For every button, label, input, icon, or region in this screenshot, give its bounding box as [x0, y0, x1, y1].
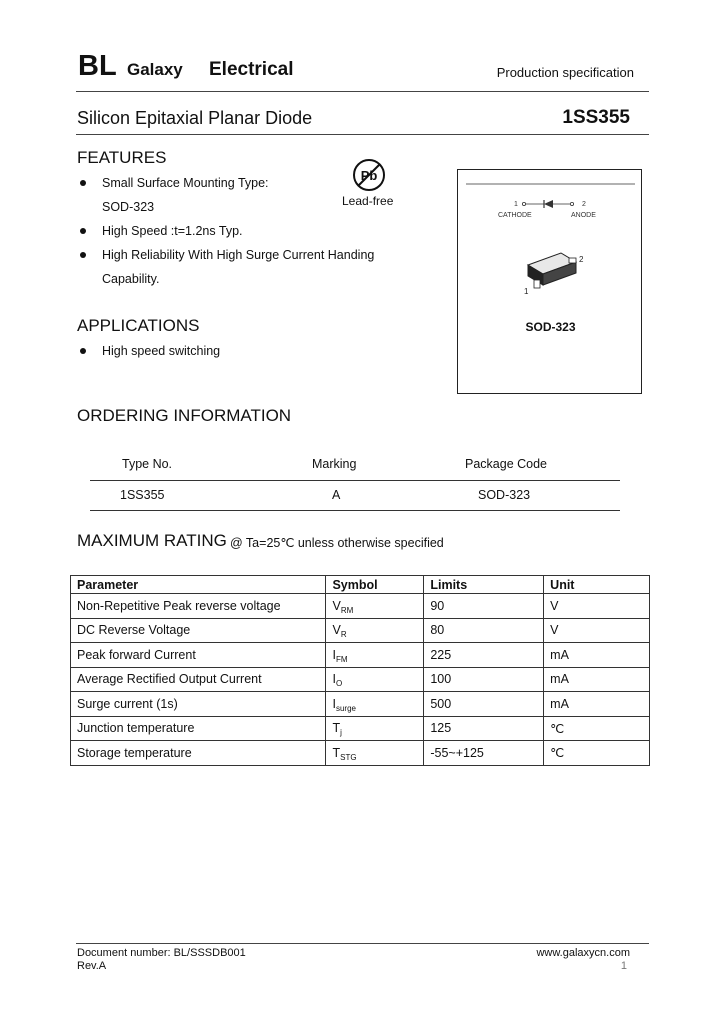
ordering-header-package: Package Code	[465, 457, 548, 471]
cell-unit: mA	[544, 667, 650, 692]
pb-symbol: Pb	[360, 168, 378, 183]
sod323-body-icon	[528, 253, 576, 288]
ordering-type-value: 1SS355	[120, 488, 165, 502]
ordering-package-value: SOD-323	[478, 488, 531, 502]
pin2-label: 2	[582, 201, 586, 208]
ordering-marking-value: A	[332, 488, 341, 502]
website-link[interactable]: www.galaxycn.com	[536, 947, 630, 959]
cell-limit: 225	[424, 643, 544, 668]
cell-limit: -55~+125	[424, 741, 544, 766]
cell-unit: V	[544, 618, 650, 643]
bullet-icon	[80, 228, 86, 234]
package-diagram	[458, 170, 643, 395]
production-spec-label: Production specification	[496, 65, 634, 80]
bullet-icon	[80, 180, 86, 186]
ordering-bottom-divider	[90, 510, 620, 511]
cell-symbol: $I_{FM}$	[326, 643, 424, 668]
part-number: 1SS355	[562, 107, 630, 128]
cell-parameter: DC Reverse Voltage	[71, 618, 326, 643]
cell-unit: V	[544, 594, 650, 619]
cell-limit: 500	[424, 692, 544, 717]
cell-unit: mA	[544, 692, 650, 717]
bullet-icon	[80, 348, 86, 354]
title-divider	[76, 134, 649, 135]
max-rating-condition: @ Ta=25℃ unless otherwise specified	[230, 536, 444, 550]
footer-divider	[76, 943, 649, 944]
bullet-icon	[80, 252, 86, 258]
document-number: Document number: BL/SSSDB001	[77, 947, 246, 959]
cell-symbol: $T_j$	[326, 716, 424, 741]
ordering-header-type: Type No.	[122, 457, 173, 471]
max-rating-table	[70, 575, 650, 766]
cell-limit: 80	[424, 618, 544, 643]
lead-free-icon	[352, 158, 386, 192]
header-divider	[76, 91, 649, 92]
cell-parameter: Average Rectified Output Current	[71, 667, 326, 692]
cell-symbol: $T_{STG}$	[326, 741, 424, 766]
applications-list	[78, 339, 220, 363]
header-parameter: Parameter	[71, 576, 326, 594]
table-header-row	[71, 576, 650, 594]
cell-limit: 125	[424, 716, 544, 741]
cell-parameter: Storage temperature	[71, 741, 326, 766]
package-name: SOD-323	[525, 320, 576, 334]
brand-bl: BL	[78, 50, 117, 82]
table-row	[71, 643, 650, 668]
table-row	[71, 716, 650, 741]
cell-unit: ℃	[544, 741, 650, 766]
body-pin1-label: 1	[524, 287, 529, 296]
package-box	[457, 169, 642, 394]
max-rating-title: MAXIMUM RATING	[77, 531, 227, 550]
features-title: FEATURES	[77, 148, 167, 167]
cell-unit: ℃	[544, 716, 650, 741]
pin1-label: 1	[514, 201, 518, 208]
body-pin2-label: 2	[579, 255, 584, 264]
cell-parameter: Non-Repetitive Peak reverse voltage	[71, 594, 326, 619]
table-row	[71, 692, 650, 717]
header-limits: Limits	[424, 576, 544, 594]
list-item: High Reliability With High Surge Current Handing	[78, 243, 374, 267]
anode-label: ANODE	[571, 212, 596, 219]
features-list	[78, 171, 374, 291]
cell-parameter: Junction temperature	[71, 716, 326, 741]
ordering-divider	[90, 480, 620, 481]
cell-limit: 90	[424, 594, 544, 619]
cell-limit: 100	[424, 667, 544, 692]
brand-galaxy: Galaxy	[127, 60, 183, 79]
ordering-header-marking: Marking	[312, 457, 357, 471]
table-row	[71, 618, 650, 643]
table-row	[71, 594, 650, 619]
document-title: Silicon Epitaxial Planar Diode	[77, 108, 313, 128]
header-symbol: Symbol	[326, 576, 424, 594]
cell-symbol: $V_{RM}$	[326, 594, 424, 619]
table-row	[71, 667, 650, 692]
cathode-label: CATHODE	[498, 212, 532, 219]
cell-parameter: Peak forward Current	[71, 643, 326, 668]
list-item: Small Surface Mounting Type:	[78, 171, 374, 195]
applications-title: APPLICATIONS	[77, 316, 200, 335]
cell-unit: mA	[544, 643, 650, 668]
cell-symbol: $V_R$	[326, 618, 424, 643]
lead-free-label: Lead-free	[342, 194, 394, 208]
brand-electrical: Electrical	[209, 59, 294, 80]
header-unit: Unit	[544, 576, 650, 594]
page-number: 1	[620, 960, 627, 972]
revision: Rev.A	[77, 960, 107, 972]
cell-parameter: Surge current (1s)	[71, 692, 326, 717]
list-item: High speed switching	[78, 339, 220, 363]
table-row	[71, 741, 650, 766]
cell-symbol: $I_O$	[326, 667, 424, 692]
cell-symbol: $I_{surge}$	[326, 692, 424, 717]
list-item: Capability.	[102, 272, 160, 286]
list-item: High Speed :t=1.2ns Typ.	[78, 219, 374, 243]
ordering-title: ORDERING INFORMATION	[77, 406, 292, 425]
list-item: SOD-323	[102, 200, 155, 214]
